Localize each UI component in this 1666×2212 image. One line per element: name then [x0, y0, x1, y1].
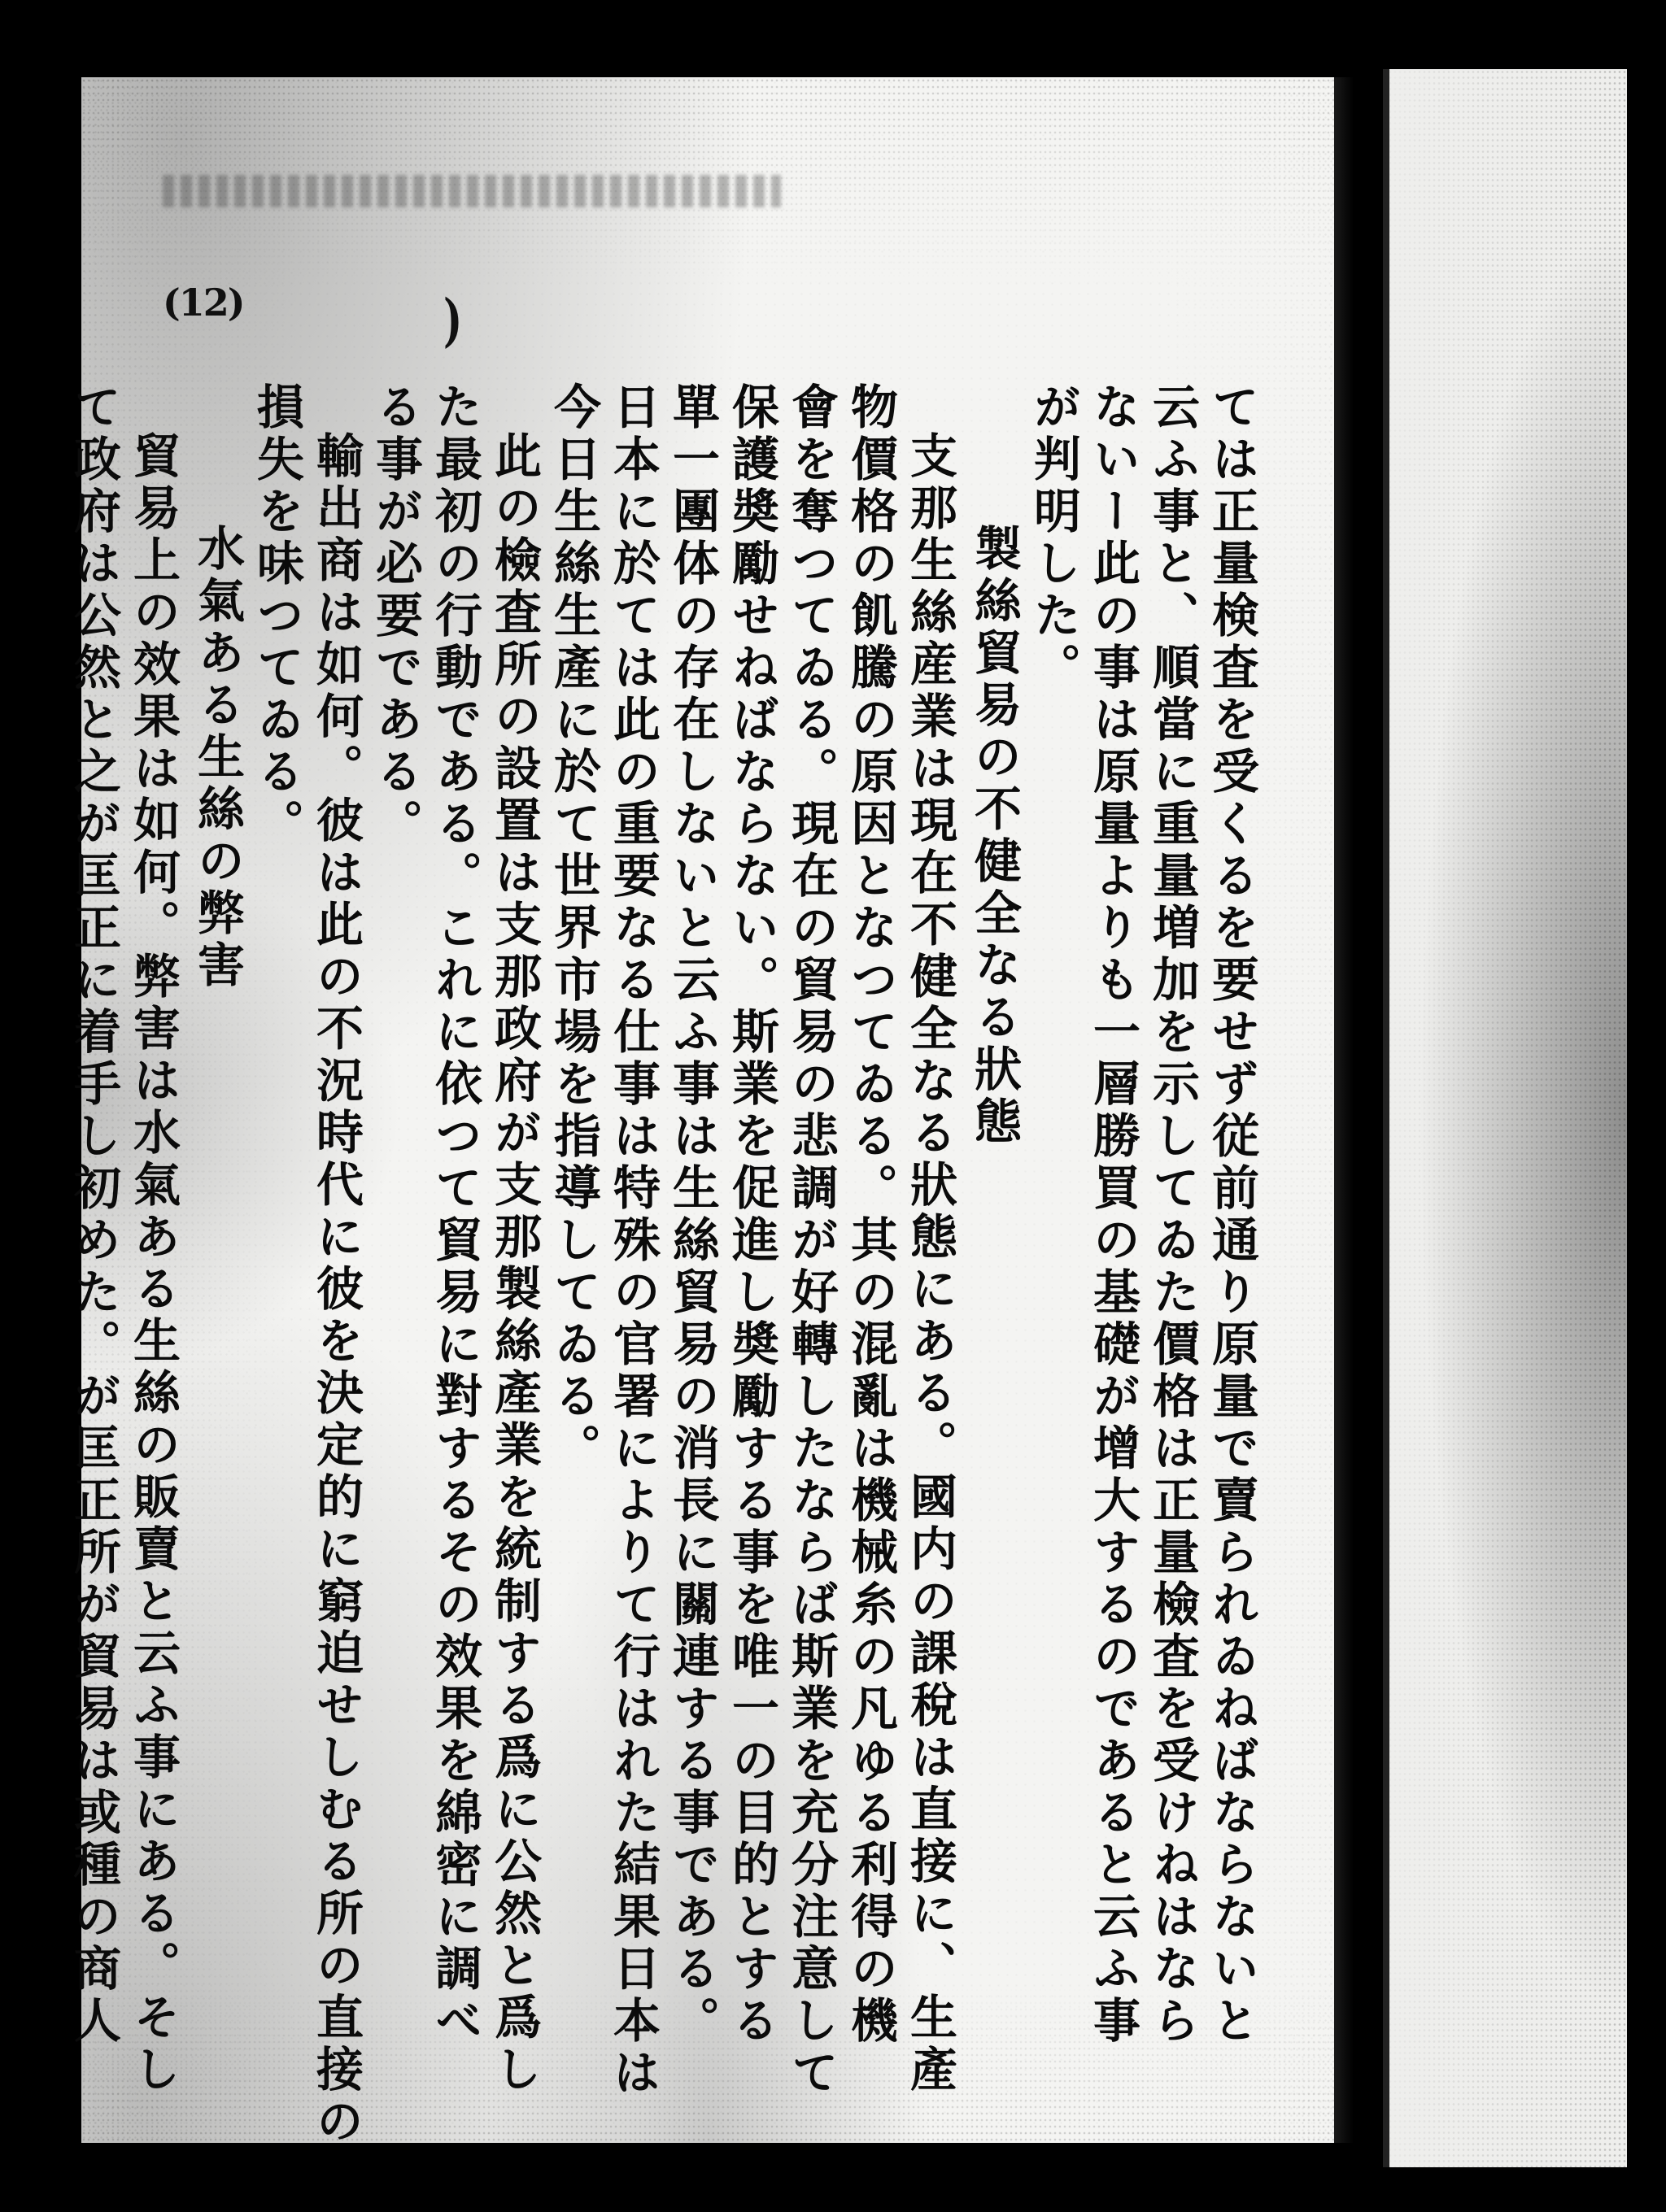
text-line: る事が必要である。	[368, 382, 423, 851]
text-line: 損失を味つてゐる。	[249, 382, 304, 851]
vertical-text-body	[66, 382, 1261, 2149]
text-line: 云ふ事と、順當に重量増加を示してゐた價格は正量檢査を受けねはなら	[1145, 382, 1200, 2048]
text-line: て政府は公然と之が匡正に着手し初めた。が匡正所が貿易は或種の商人	[66, 382, 121, 2048]
paragraph-first-line: 支那生絲産業は現在不健全なる狀態にある。國内の課稅は直接に、生產	[902, 431, 957, 2097]
paragraph-first-line: 貿易上の效果は如何。弊害は水氣ある生絲の販賣と云ふ事にある。そし	[125, 431, 181, 2097]
text-line: 保護奬勵せねばならない。斯業を促進し奬勵する事を唯一の目的とする	[724, 382, 779, 2048]
text-line: 會を奪つてゐる。現在の貿易の悲調が好轉したならば斯業を充分注意して	[783, 382, 839, 2100]
bleed-through-header	[163, 175, 781, 207]
book-gutter	[1334, 77, 1383, 2143]
next-page-noise	[1383, 69, 1627, 2167]
section-heading: 製絲貿易の不健全なる狀態	[966, 524, 1022, 1148]
paragraph-first-line: 此の檢査所の設置は支那政府が支那製絲產業を統制する爲に公然と爲し	[486, 431, 542, 2097]
text-line: ないー此の事は原量よりも一層勝買の基礎が增大するのであると云ふ事	[1085, 382, 1140, 2048]
page-number: (12)	[163, 281, 244, 324]
bracket-mark: )	[443, 286, 463, 354]
section-heading: 水氣ある生絲の弊害	[190, 524, 245, 992]
text-line: が判明した。	[1026, 382, 1081, 695]
paragraph-first-line: 輸出商は如何。彼は此の不況時代に彼を決定的に窮迫せしむる所の直接の	[308, 431, 364, 2149]
next-page-edge	[1383, 69, 1627, 2167]
text-line: 單一團体の存在しないと云ふ事は生絲貿易の消長に關連する事である。	[665, 382, 720, 2048]
text-line: 物價格の飢騰の原因となつてゐる。其の混亂は機械糸の凡ゆる利得の機	[843, 382, 898, 2048]
text-line: た最初の行動である。これに依つて貿易に對するその效果を綿密に調べ	[427, 382, 482, 2048]
text-line: 日本に於ては此の重要なる仕事は特殊の官署によりて行はれた結果日本は	[605, 382, 661, 2100]
text-line: 今日生絲生產に於て世界市場を指導してゐる。	[546, 382, 601, 1475]
text-line: ては正量検査を受くるを要せず従前通り原量で賣られゐねばならないと	[1204, 382, 1259, 2048]
